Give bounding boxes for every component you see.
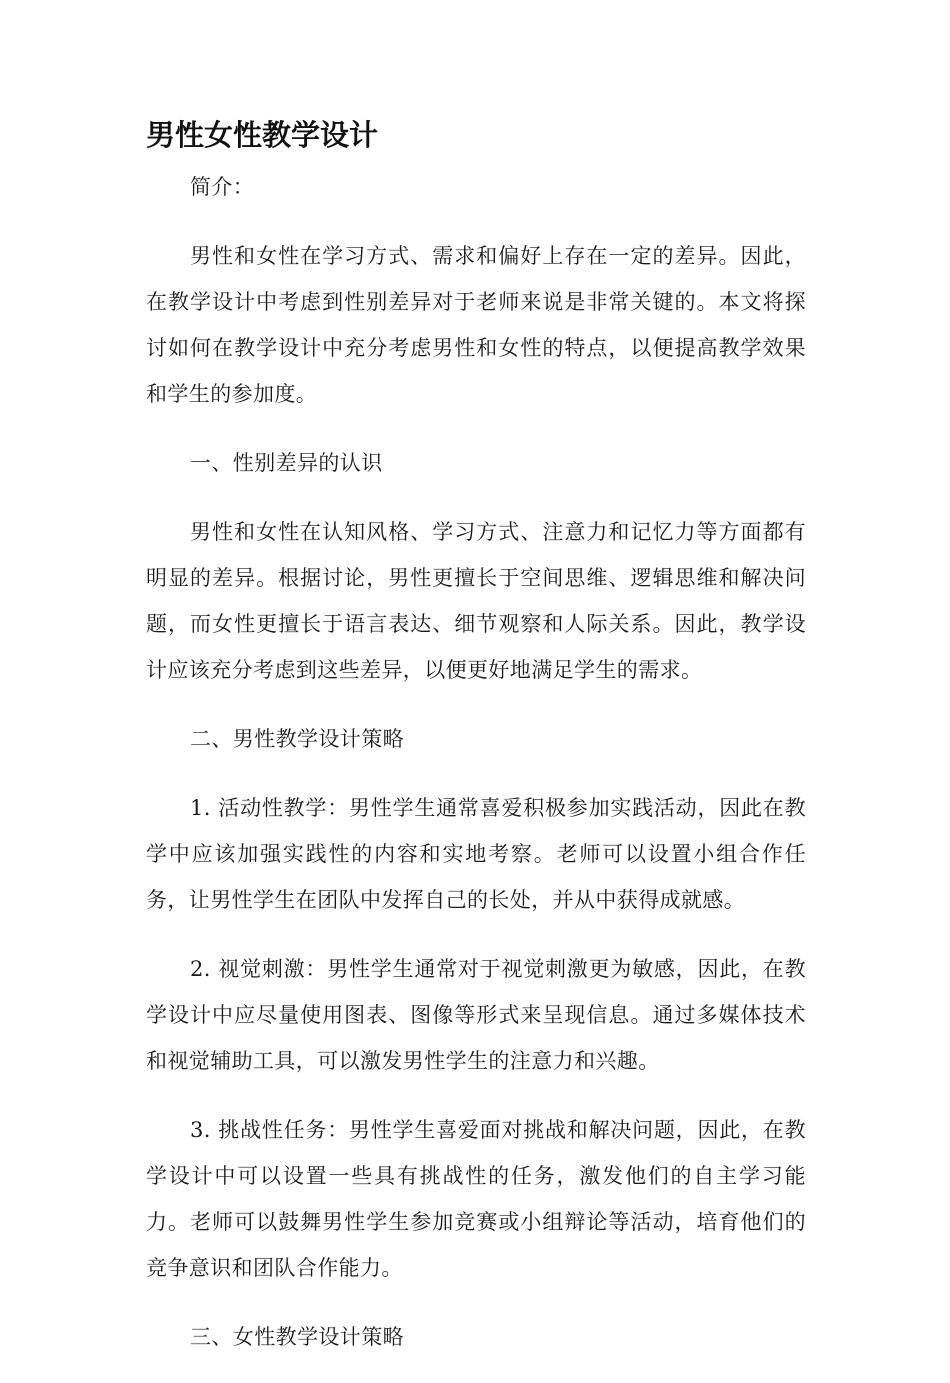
strategy-item-1: 1. 活动性教学：男性学生通常喜爱积极参加实践活动，因此在教学中应该加强实践性的内容和实地考察。老师可以设置小组合作任务，让男性学生在团队中发挥自己的长处，并从中获得成就感。: [146, 796, 806, 912]
section-heading-1: 一、性别差异的认识: [190, 451, 383, 475]
section-heading-3: 三、女性教学设计策略: [190, 1325, 404, 1349]
section-1-paragraph: 男性和女性在认知风格、学习方式、注意力和记忆力等方面都有明显的差异。根据讨论，男性更擅长于空间思维、逻辑思维和解决问题，而女性更擅长于语言表达、细节观察和人际关系。因此，教学设计应该充分考虑到这些差异，以便更好地满足学生的需求。: [146, 520, 806, 682]
document-body: [146, 164, 806, 1383]
document-title: 男性女性教学设计: [146, 118, 379, 152]
intro-paragraph: 男性和女性在学习方式、需求和偏好上存在一定的差异。因此，在教学设计中考虑到性别差异对于老师来说是非常关键的。本文将探讨如何在教学设计中充分考虑男性和女性的特点，以便提高教学效果和学生的参加度。: [146, 244, 806, 406]
section-heading-2: 二、男性教学设计策略: [190, 727, 404, 751]
strategy-item-2: 2. 视觉刺激：男性学生通常对于视觉刺激更为敏感，因此，在教学设计中应尽量使用图表、图像等形式来呈现信息。通过多媒体技术和视觉辅助工具，可以激发男性学生的注意力和兴趣。: [146, 957, 806, 1073]
strategy-item-3: 3. 挑战性任务：男性学生喜爱面对挑战和解决问题，因此，在教学设计中可以设置一些具有挑战性的任务，激发他们的自主学习能力。老师可以鼓舞男性学生参加竞赛或小组辩论等活动，培育他们的竞争意识和团队合作能力。: [146, 1118, 806, 1280]
section-heading-intro: 简介：: [190, 175, 255, 199]
